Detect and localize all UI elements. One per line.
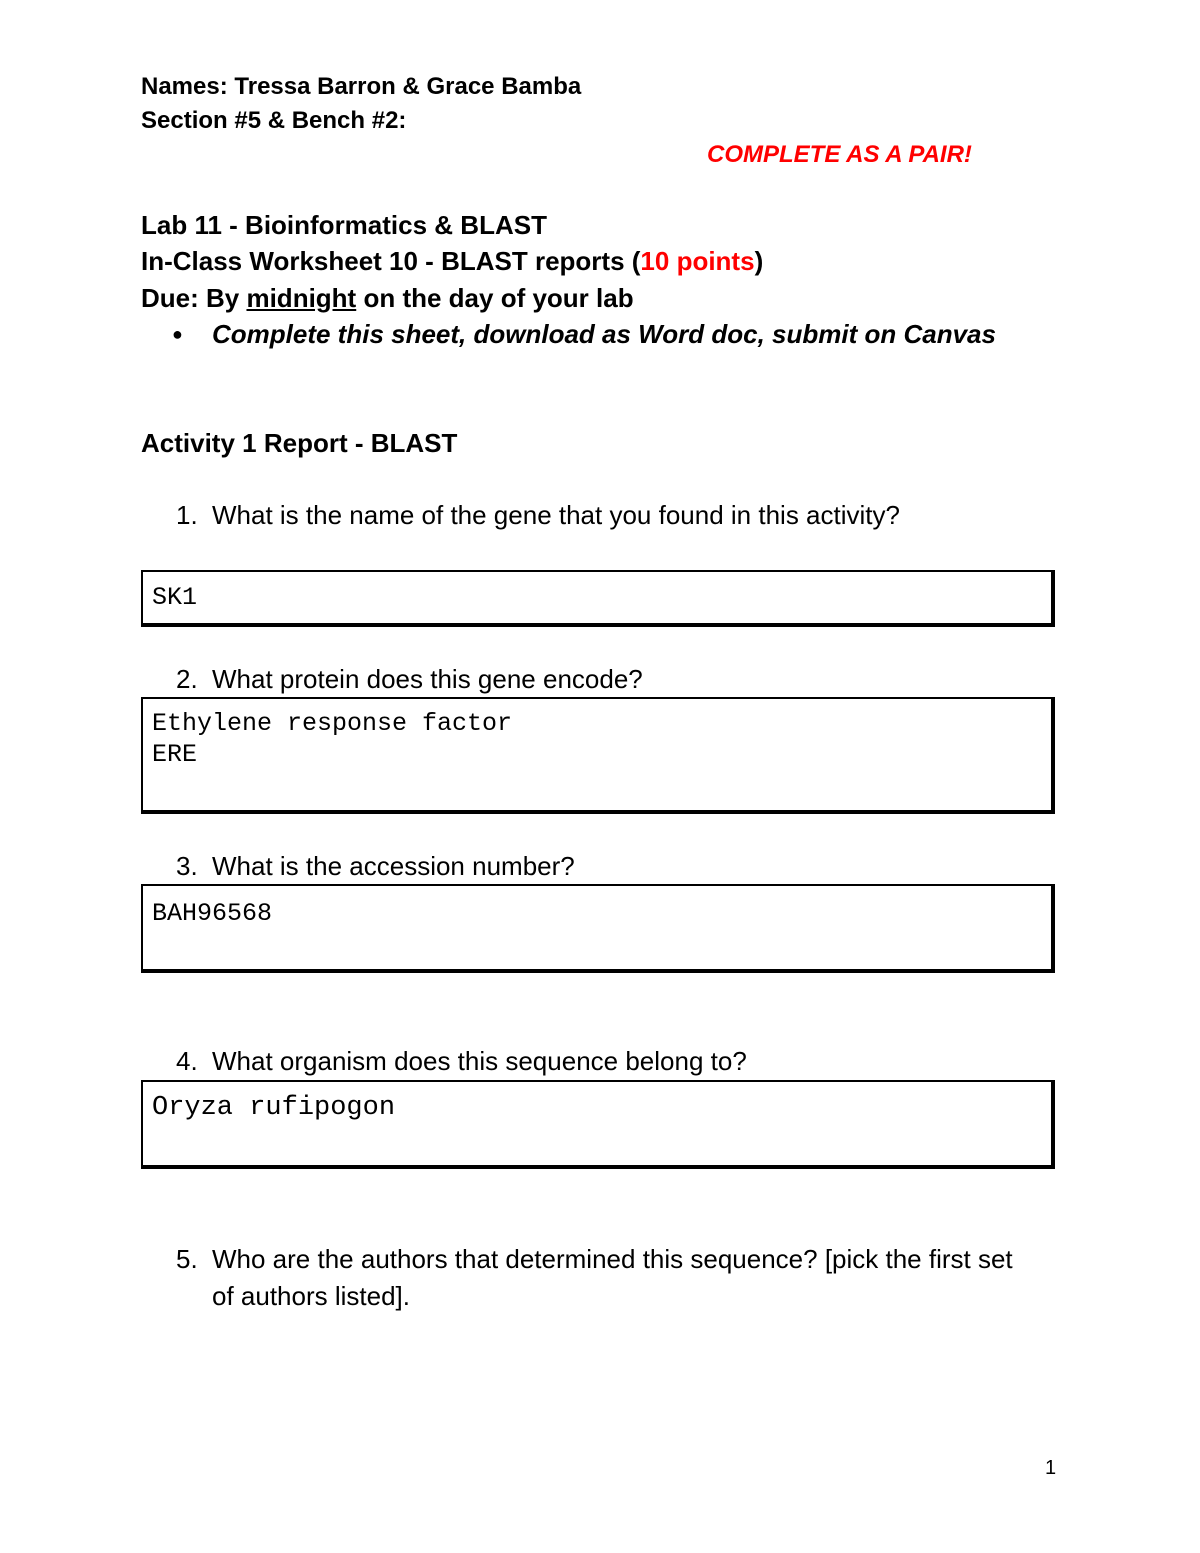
- page-number: 1: [1045, 1457, 1057, 1479]
- answer-4-field[interactable]: Oryza rufipogon: [141, 1080, 1055, 1169]
- worksheet-title-prefix: In-Class Worksheet 10 - BLAST reports (: [141, 246, 641, 276]
- worksheet-points: 10 points: [640, 246, 755, 276]
- answer-2-field[interactable]: Ethylene response factor ERE: [141, 697, 1055, 814]
- question-number: 4.: [176, 1046, 198, 1076]
- names-label: Names:: [141, 73, 228, 100]
- question-text: What is the name of the gene that you found in this activity?: [212, 500, 900, 530]
- worksheet-title-suffix: ): [754, 246, 764, 276]
- due-prefix: Due: By: [141, 283, 247, 313]
- names-value: Tressa Barron & Grace Bamba: [234, 73, 582, 100]
- question-number: 5.: [176, 1244, 198, 1274]
- instruction-text: Complete this sheet, download as Word doc, submit on Canvas: [212, 319, 996, 349]
- question-number: 1.: [176, 500, 198, 530]
- answer-3-field[interactable]: BAH96568: [141, 884, 1055, 973]
- question-number: 3.: [176, 851, 198, 881]
- names-line: [141, 72, 581, 102]
- due-line: [141, 282, 634, 314]
- bullet-icon: ●: [172, 324, 183, 344]
- worksheet-title: [141, 245, 763, 277]
- activity-heading: Activity 1 Report - BLAST: [141, 428, 458, 458]
- question-text-line-1: Who are the authors that determined this sequence? [pick the first set: [212, 1244, 1013, 1274]
- question-text: What protein does this gene encode?: [212, 664, 643, 694]
- answer-1-field[interactable]: SK1: [141, 570, 1055, 627]
- section-bench-line: Section #5 & Bench #2:: [141, 107, 407, 134]
- question-text: What organism does this sequence belong to?: [212, 1046, 747, 1076]
- question-5-line-2: of authors listed].: [212, 1281, 410, 1311]
- question-text: What is the accession number?: [212, 851, 575, 881]
- lab-title: Lab 11 - Bioinformatics & BLAST: [141, 210, 547, 240]
- due-suffix: on the day of your lab: [356, 283, 634, 313]
- question-number: 2.: [176, 664, 198, 694]
- due-emphasis: midnight: [246, 283, 357, 313]
- pair-note: COMPLETE AS A PAIR!: [707, 141, 972, 168]
